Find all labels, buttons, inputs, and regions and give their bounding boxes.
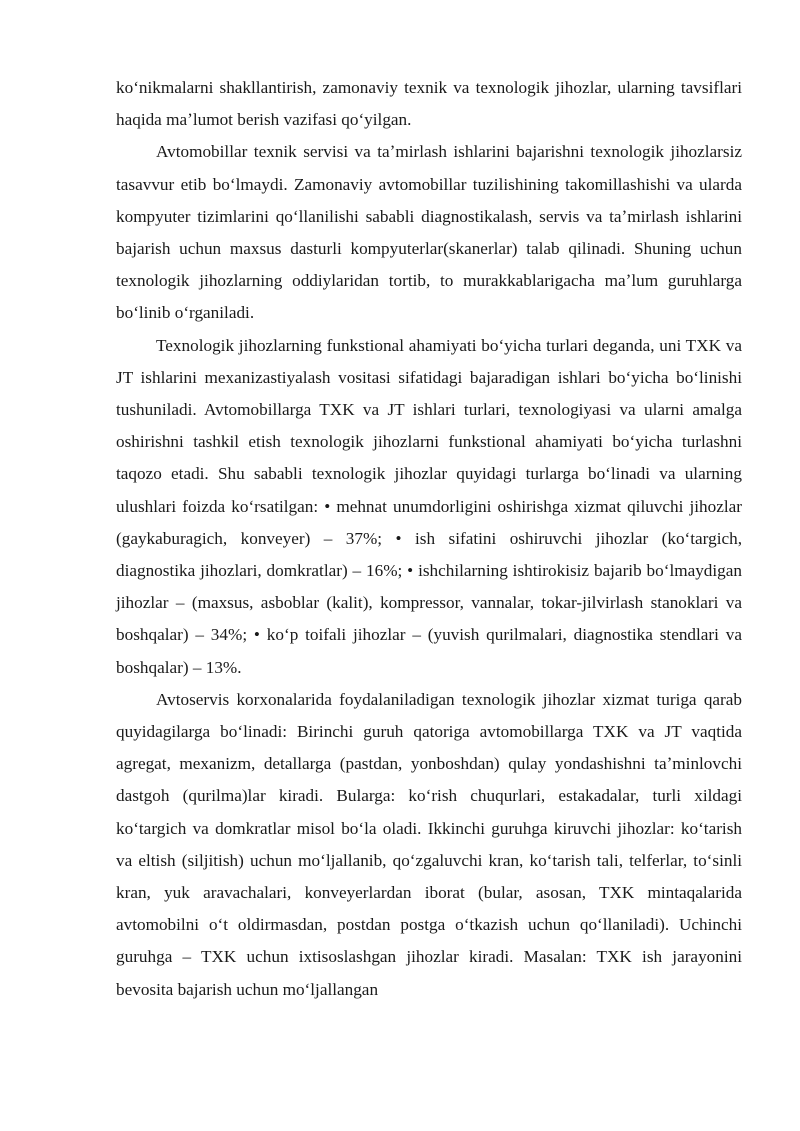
paragraph-equipment-groups: Avtoservis korxonalarida foydalaniladigan texnologik jihozlar xizmat turiga qarab quyidagilarga boʻlinadi: Birinchi guruh qatoriga avtomobillarga TXK va JT vaqtida agregat, mexanizm, detallarga (pastdan, yonboshdan) qulay yondashishni taʼminlovchi dastgoh (qurilma)lar kiradi. Bularga: koʻrish chuqurlari, estakadalar, turli xildagi koʻtargich va domkratlar misol boʻla oladi. Ikkinchi guruhga kiruvchi jihozlar: koʻtarish va eltish (siljitish) uchun moʻljallanib, qoʻzgaluvchi kran, koʻtarish tali, telferlar, toʻsinli kran, yuk aravachalari, konveyerlardan iborat (bular, asosan, TXK mintaqalarida avtomobilni oʻt oldirmasdan, postdan postga oʻtkazish uchun qoʻllaniladi). Uchinchi guruhga – TXK uchun ixtisoslashgan jihozlar kiradi. Masalan: TXK ish jarayonini bevosita bajarish uchun moʻljallangan	[116, 689, 742, 999]
paragraph-functional-types: Texnologik jihozlarning funkstional ahamiyati boʻyicha turlari deganda, uni TXK va JT ishlarini mexanizastiyalash vositasi sifatidagi bajaradigan ishlari boʻyicha boʻlinishi tushuniladi. Avtomobillarga TXK va JT ishlari turlari, texnologiyasi va ularni amalga oshirishni tashkil etish texnologik jihozlarni funkstional ahamiyati boʻyicha turlashni taqozo etadi. Shu sababli texnologik jihozlar quyidagi turlarga boʻlinadi va ularning ulushlari foizda koʻrsatilgan: • mehnat unumdorligini oshirishga xizmat qiluvchi jihozlar (gaykaburagich, konveyer) – 37%; • ish sifatini oshiruvchi jihozlar (koʻtargich, diagnostika jihozlari, domkratlar) – 16%; • ishchilarning ishtirokisiz bajarib boʻlmaydigan jihozlar – (maxsus, asboblar (kalit), kompressor, vannalar, tokar-jilvirlash stanoklari va boshqalar) – 34%; • koʻp toifali jihozlar – (yuvish qurilmalari, diagnostika stendlari va boshqalar) – 13%.	[116, 335, 742, 677]
document-page	[116, 72, 742, 1006]
paragraph-technical-service: Avtomobillar texnik servisi va taʼmirlash ishlarini bajarishni texnologik jihozlarsiz tasavvur etib boʻlmaydi. Zamonaviy avtomobillar tuzilishining takomillashishi va ularda kompyuter tizimlarini qoʻllanilishi sababli diagnostikalash, servis va taʼmirlash ishlarini bajarish uchun maxsus dasturli kompyuterlar(skanerlar) talab qilinadi. Shuning uchun texnologik jihozlarning oddiylaridan tortib, to murakkablarigacha maʼlum guruhlarga boʻlinib oʻrganiladi.	[116, 142, 742, 323]
paragraph-continuation: koʻnikmalarni shakllantirish, zamonaviy texnik va texnologik jihozlar, ularning tavsiflari haqida maʼlumot berish vazifasi qoʻyilgan.	[116, 78, 742, 130]
